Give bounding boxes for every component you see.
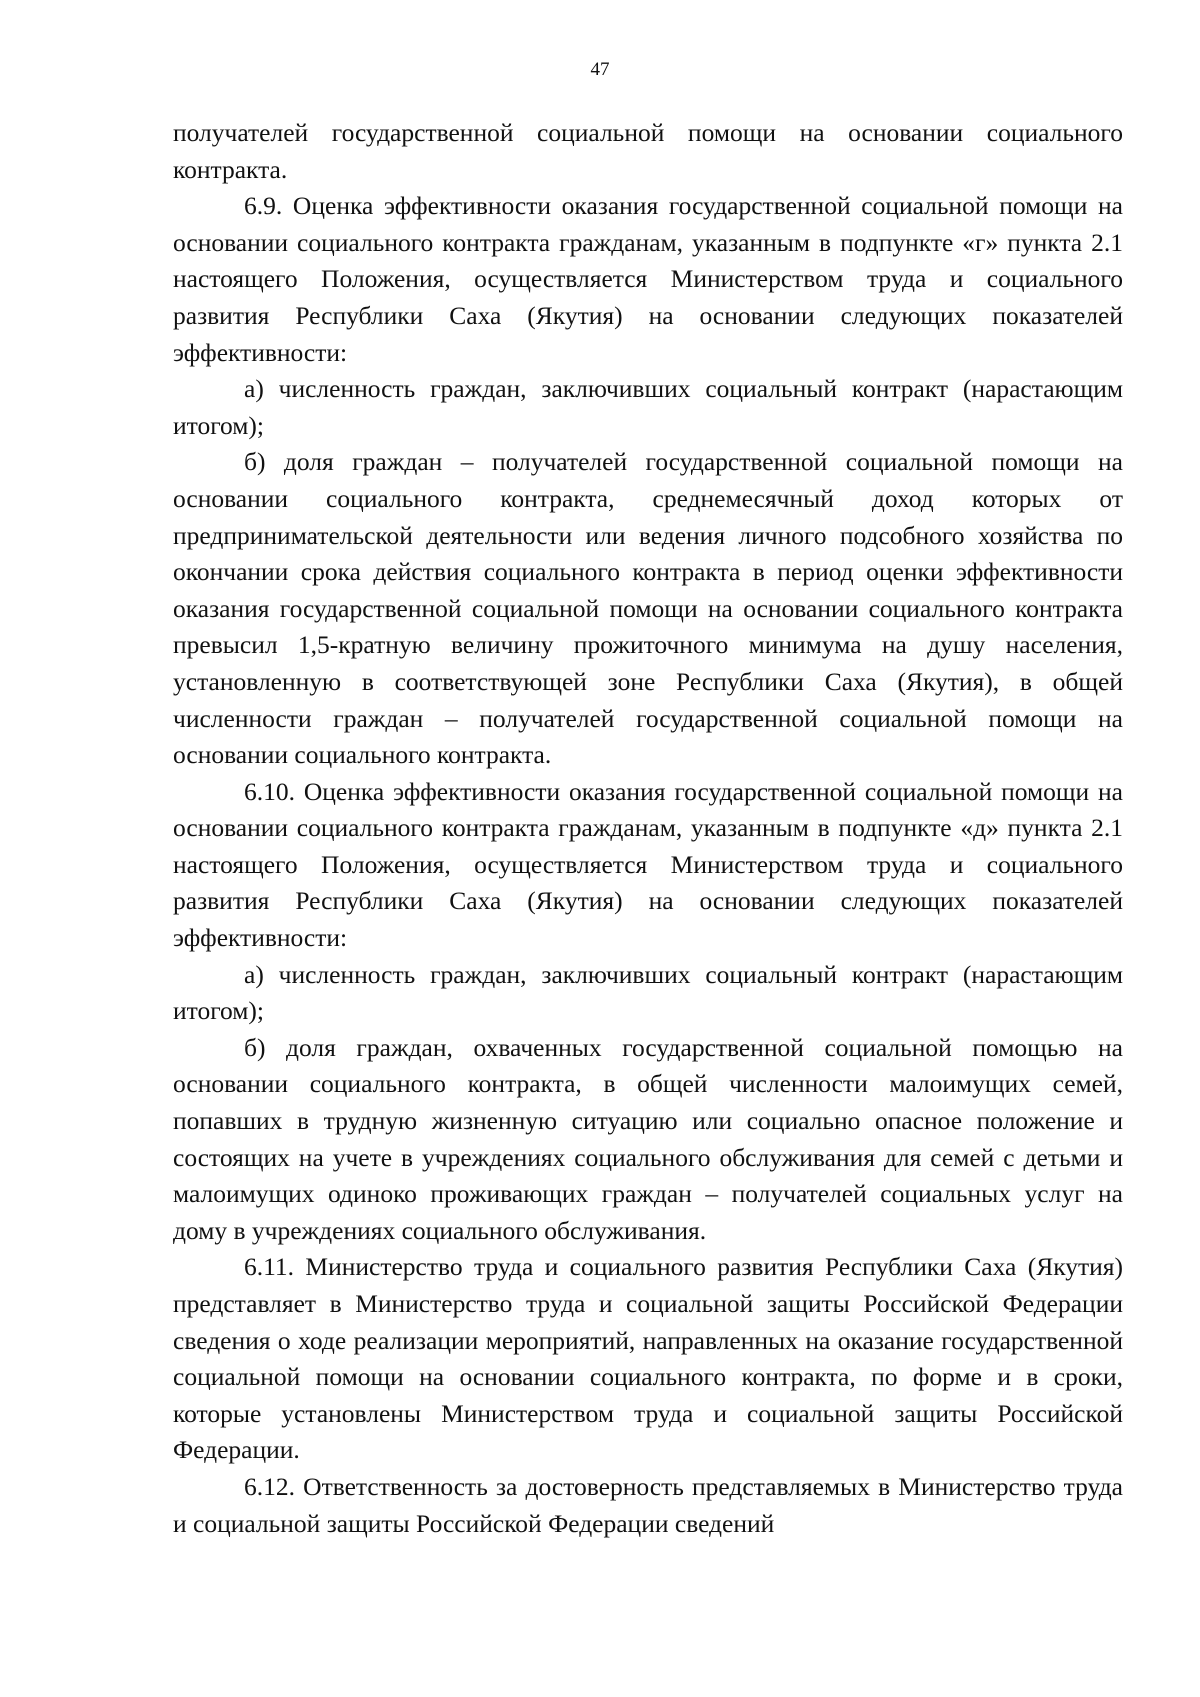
paragraph-continuation: получателей государственной социальной помощи на основании социального контракта. (173, 118, 1123, 184)
document-body (173, 115, 1123, 1542)
paragraph-6-10-a: а) численность граждан, заключивших социальный контракт (нарастающим итогом); (173, 959, 1123, 1026)
paragraph-6-12: 6.12. Ответственность за достоверность представляемых в Министерство труда и социальной защиты Российской Федерации сведений (173, 1471, 1123, 1538)
paragraph-6-11: 6.11. Министерство труда и социального развития Республики Саха (Якутия) представляет в Министерство труда и социальной защиты Российской Федерации сведения о ходе реализации мероприятий, направленных на оказание государственной социальной помощи на основании социального контракта, по форме и в сроки, которые установлены Министерством труда и социальной защиты Российской Федерации. (173, 1252, 1123, 1465)
paragraph-6-10-b: б) доля граждан, охваченных государственной социальной помощью на основании социального контракта, в общей численности малоимущих семей, попавших в трудную жизненную ситуацию или социально опасное положение и состоящих на учете в учреждениях социального обслуживания для семей с детьми и малоимущих одиноко проживающих граждан – получателей социальных услуг на дому в учреждениях социального обслуживания. (173, 1032, 1123, 1245)
paragraph-6-9-b: б) доля граждан – получателей государственной социальной помощи на основании социального контракта, среднемесячный доход которых от предпринимательской деятельности или ведения личного подсобного хозяйства по окончании срока действия социального контракта в период оценки эффективности оказания государственной социальной помощи на основании социального контракта превысил 1,5-кратную величину прожиточного минимума на душу населения, установленную в соответствующей зоне Республики Саха (Якутия), в общей численности граждан – получателей государственной социальной помощи на основании социального контракта. (173, 447, 1123, 770)
paragraph-6-10: 6.10. Оценка эффективности оказания государственной социальной помощи на основании социального контракта гражданам, указанным в подпункте «д» пункта 2.1 настоящего Положения, осуществляется Министерством труда и социального развития Республики Саха (Якутия) на основании следующих показателей эффективности: (173, 776, 1123, 953)
page-number: 47 (590, 59, 610, 80)
paragraph-6-9-a: а) численность граждан, заключивших социальный контракт (нарастающим итогом); (173, 374, 1123, 440)
paragraph-6-9: 6.9. Оценка эффективности оказания государственной социальной помощи на основании социального контракта гражданам, указанным в подпункте «г» пункта 2.1 настоящего Положения, осуществляется Министерством труда и социального развития Республики Саха (Якутия) на основании следующих показателей эффективности: (173, 191, 1123, 367)
